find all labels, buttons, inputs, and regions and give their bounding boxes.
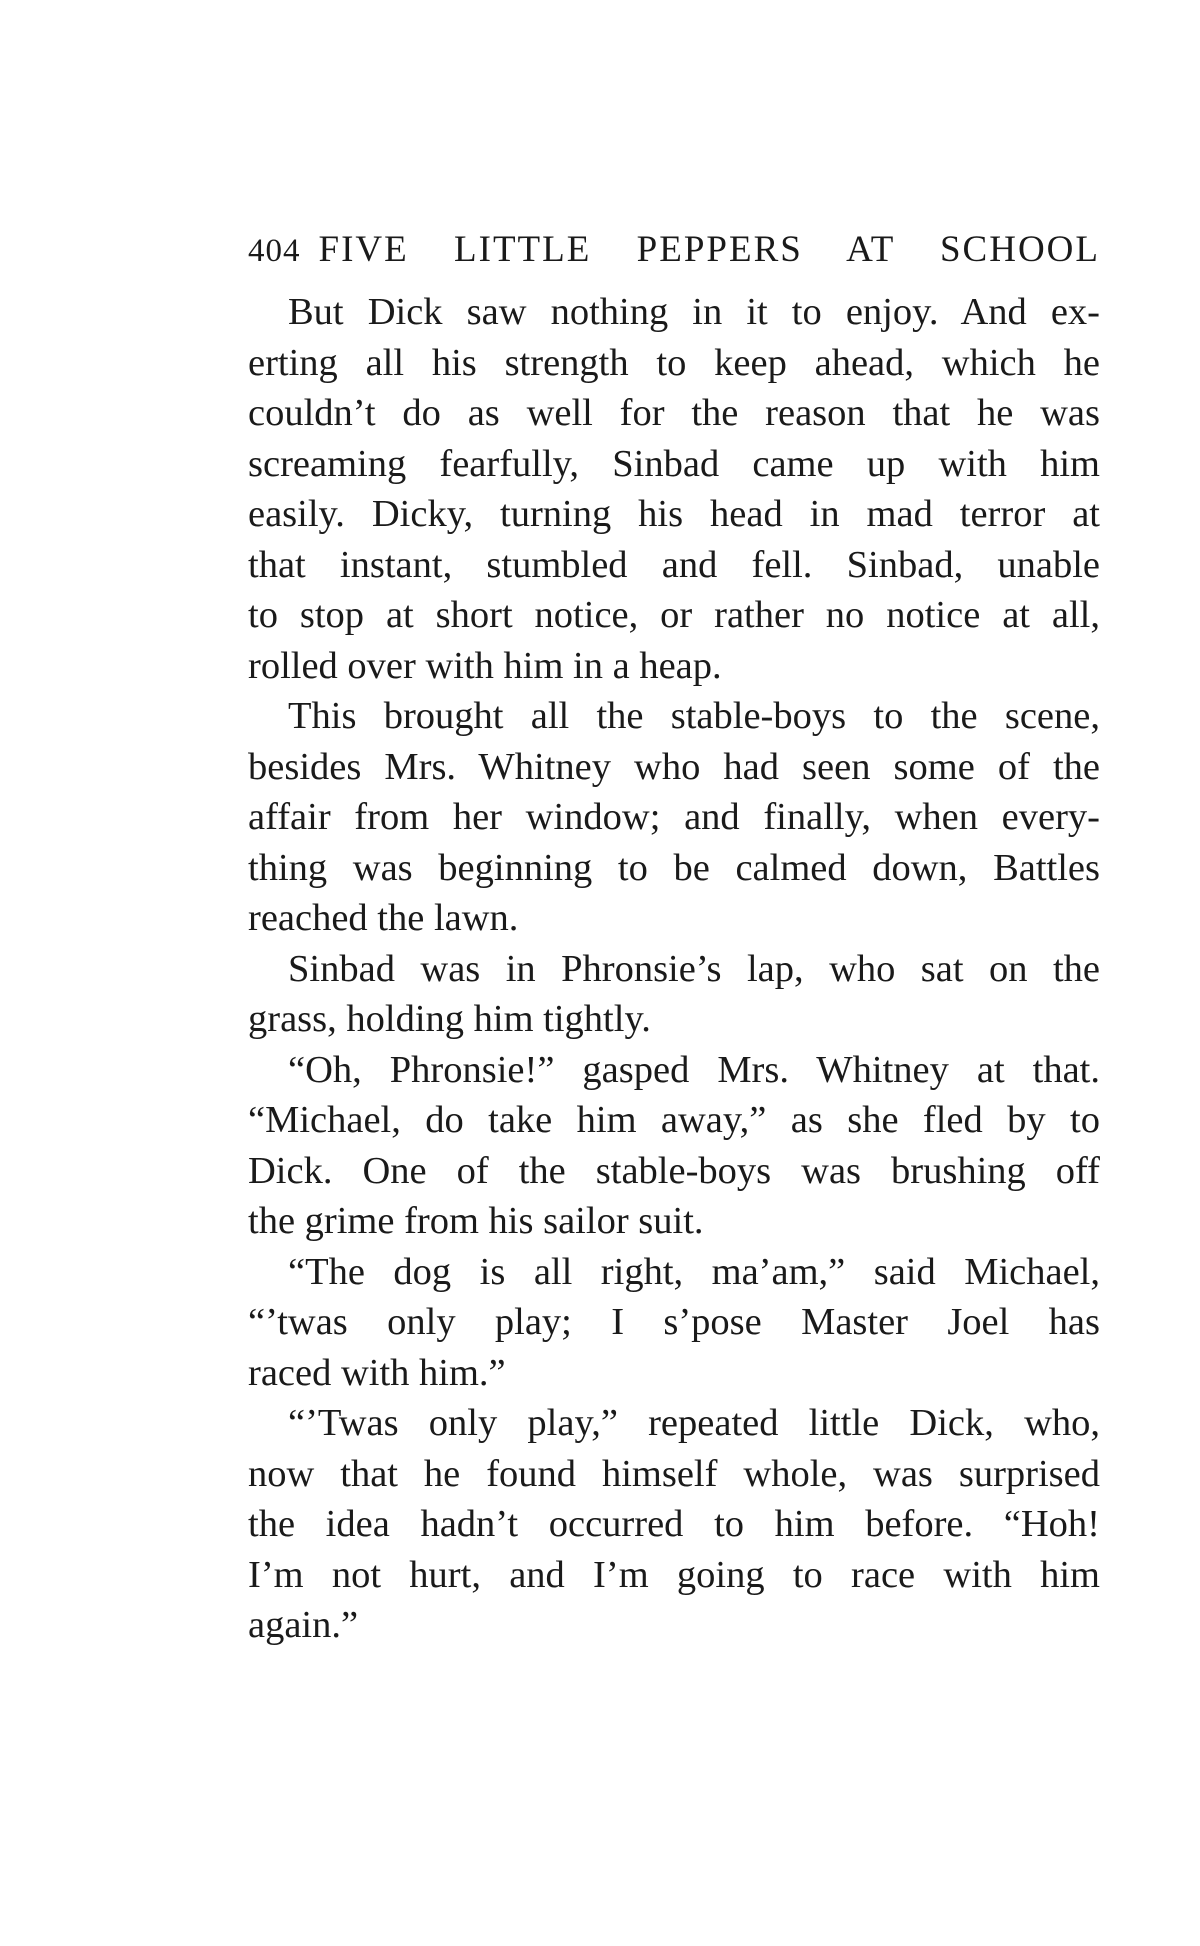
text-line: screaming fearfully, Sinbad came up with him	[248, 442, 1100, 485]
text-line: that instant, stumbled and fell. Sinbad, unable	[248, 543, 1100, 586]
text-line: But Dick saw nothing in it to enjoy. And ex-	[288, 291, 1100, 333]
text-line: grass, holding him tightly.	[248, 998, 651, 1040]
text-line: This brought all the stable-boys to the scene,	[288, 695, 1100, 737]
running-title: FIVE LITTLE PEPPERS AT SCHOOL	[318, 229, 1100, 270]
paragraph	[248, 1398, 1100, 1651]
text-line: raced with him.”	[248, 1351, 506, 1394]
text-line: thing was beginning to be calmed down, Battles	[248, 846, 1100, 889]
text-line: couldn’t do as well for the reason that he was	[248, 392, 1100, 434]
body-text	[248, 287, 1100, 1651]
paragraph	[248, 1045, 1100, 1247]
book-page	[248, 228, 1100, 1651]
text-line: Sinbad was in Phronsie’s lap, who sat on the	[288, 947, 1100, 990]
text-line: erting all his strength to keep ahead, which he	[248, 341, 1100, 384]
text-line: besides Mrs. Whitney who had seen some of the	[248, 745, 1100, 788]
text-line: reached the lawn.	[248, 897, 519, 939]
text-line: “’Twas only play,” repeated little Dick, who,	[288, 1402, 1100, 1444]
text-line: to stop at short notice, or rather no notice at all,	[248, 594, 1100, 636]
text-line: the grime from his sailor suit.	[248, 1200, 704, 1242]
text-line: now that he found himself whole, was surprised	[248, 1452, 1100, 1495]
page-number: 404	[248, 233, 301, 269]
text-line: “The dog is all right, ma’am,” said Michael,	[288, 1250, 1100, 1293]
text-line: the idea hadn’t occurred to him before. “Hoh!	[248, 1503, 1100, 1545]
text-line: “Oh, Phronsie!” gasped Mrs. Whitney at that.	[288, 1048, 1100, 1091]
paragraph	[248, 1247, 1100, 1399]
text-line: “’twas only play; I s’pose Master Joel has	[248, 1301, 1100, 1343]
text-line: easily. Dicky, turning his head in mad terror at	[248, 493, 1100, 535]
text-line: again.”	[248, 1604, 359, 1646]
text-line: “Michael, do take him away,” as she fled by to	[248, 1099, 1100, 1141]
paragraph	[248, 944, 1100, 1045]
text-line: Dick. One of the stable-boys was brushing off	[248, 1149, 1100, 1192]
text-line: rolled over with him in a heap.	[248, 644, 722, 687]
paragraph	[248, 287, 1100, 691]
running-header	[248, 228, 1100, 271]
paragraph	[248, 691, 1100, 944]
text-line: I’m not hurt, and I’m going to race with him	[248, 1553, 1100, 1596]
text-line: affair from her window; and finally, when every-	[248, 796, 1100, 838]
